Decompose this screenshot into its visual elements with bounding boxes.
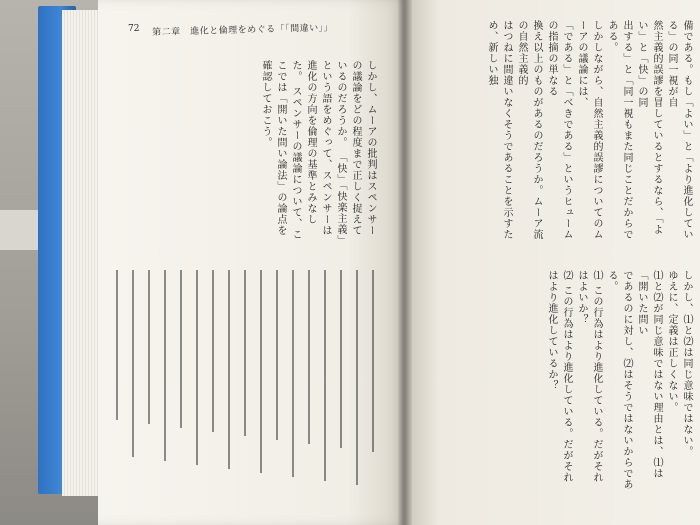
text-line: しかし、⑴と⑵は同じ意味ではない。 [681, 270, 692, 457]
text-line: しかし、ムーアの批判はスペンサーの議論をどの程度まで正しく捉えているのだろうか。 [335, 60, 376, 236]
text-line: であるのに対し、⑵はそうではないからである。 [606, 270, 632, 490]
text-stroke [132, 270, 134, 457]
page-number: 72 [128, 24, 140, 34]
text-stroke [244, 270, 246, 436]
text-line: しかしながら、自然主義的誤謬についてのムーアの議論には、 [576, 20, 602, 240]
text-stroke [180, 270, 182, 428]
text-line: 「快」「快楽主義」という語をめぐって、スペンサーは進化の方向を倫理の基準とみなした。 [290, 60, 346, 242]
right-page-text-lower [494, 270, 694, 490]
left-page [98, 0, 410, 525]
text-line: 「である」と「べきである」というヒュームの指摘の単なる [546, 20, 572, 240]
text-line: ⑴と⑵が同じ意味ではない理由とは、⑴は「開いた問い [636, 270, 662, 479]
text-line: 出する」と「同一視もまた同じことだからである。 [606, 20, 632, 240]
text-stroke [276, 270, 278, 440]
text-stroke [260, 270, 262, 473]
text-stroke [308, 270, 310, 444]
text-line: 然主義的誤謬を冒しているとするなら、「よい」と「快」の同 [636, 20, 662, 235]
text-stroke [340, 270, 342, 448]
text-line: ゆえに、定義は正しくない。 [666, 270, 677, 413]
left-page-text-lower [116, 270, 386, 500]
text-stroke [228, 270, 230, 469]
text-stroke [212, 270, 214, 432]
text-stroke [292, 270, 294, 477]
text-line: ⑴ この行為はより進化している。だがそれはよいか？ [576, 270, 602, 484]
running-head: 第二章 進化と倫理をめぐる「「間違い」」 [152, 23, 334, 38]
text-stroke [324, 270, 326, 481]
left-page-text-upper [128, 60, 378, 245]
text-stroke [372, 270, 374, 452]
book-gutter [398, 0, 412, 525]
right-page [404, 0, 700, 525]
text-line: 換え以上のものがあるのだろうか。ムーア流の自然主義的 [516, 20, 542, 240]
text-stroke [196, 270, 198, 465]
text-stroke [116, 270, 118, 420]
text-stroke [164, 270, 166, 461]
text-stroke [356, 270, 358, 485]
text-stroke [148, 270, 150, 424]
text-line: 備である。もし「よい」と「より進化している」の同一視が自 [666, 20, 692, 240]
text-line: ⑵ この行為はより進化している。だがそれはより進化しているか？ [546, 270, 572, 484]
right-page-text-upper [424, 20, 694, 240]
text-line: スペンサーの議論について、ここでは「開いた問い論法」の論点を確認しておこう。 [260, 60, 301, 241]
text-line: はつねに間違いなくそうであることを示すため、新しい独 [486, 20, 512, 240]
